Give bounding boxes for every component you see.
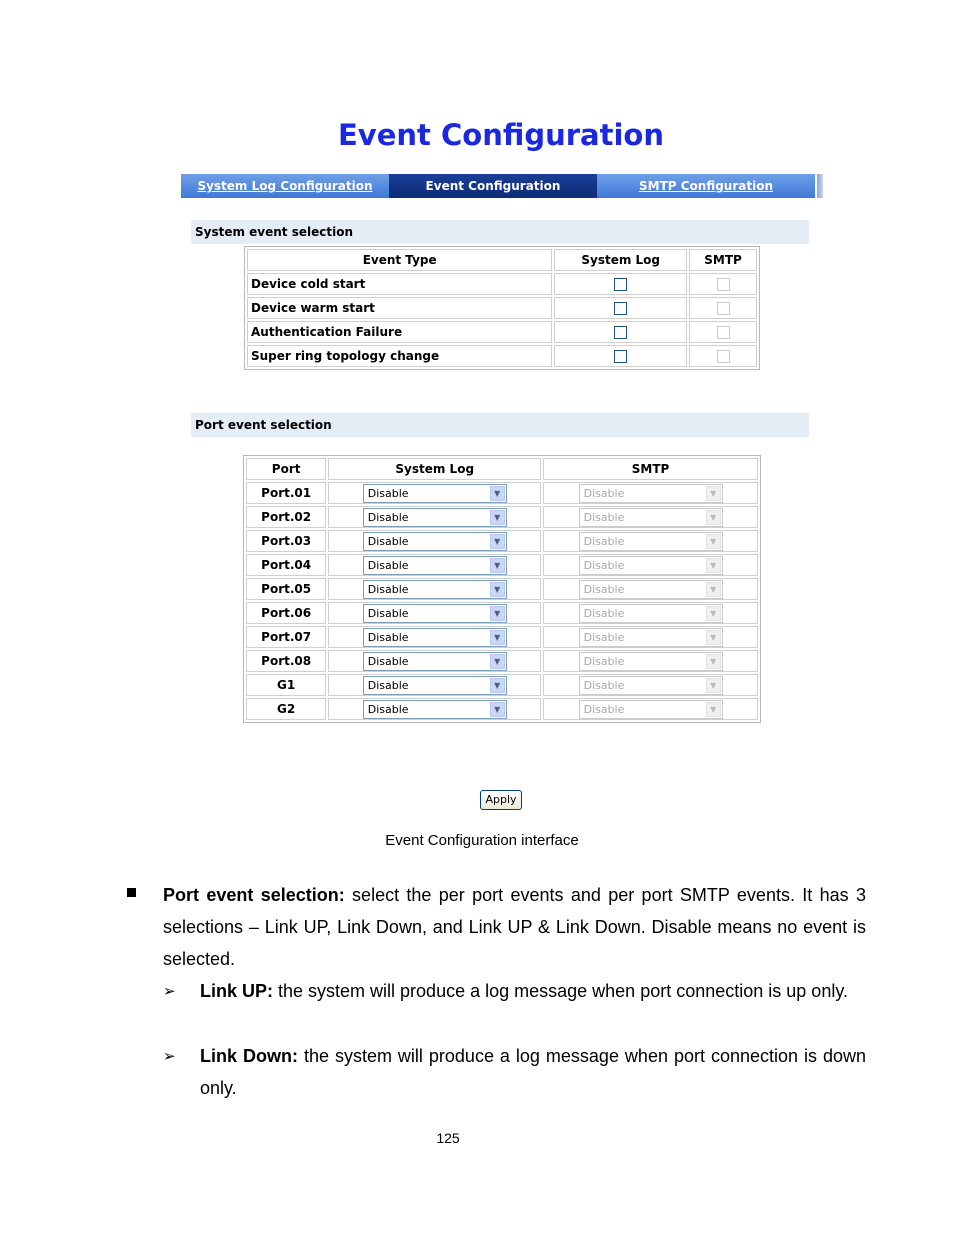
select-value: Disable (583, 558, 625, 572)
select-value: Disable (583, 654, 625, 668)
system-log-select[interactable] (363, 508, 507, 527)
smtp-select[interactable] (579, 676, 723, 695)
paragraph-term: Port event selection: (163, 885, 345, 905)
bullet-link-up (200, 975, 866, 1007)
system-log-select[interactable] (363, 676, 507, 695)
system-log-checkbox[interactable] (614, 326, 627, 339)
select-value: Disable (367, 510, 409, 524)
chevron-down-icon: ▼ (706, 606, 721, 621)
system-log-select[interactable] (363, 580, 507, 599)
select-value: Disable (583, 510, 625, 524)
select-value: Disable (367, 678, 409, 692)
system-log-checkbox[interactable] (614, 302, 627, 315)
chevron-down-icon: ▼ (706, 702, 721, 717)
system-event-table (244, 246, 760, 370)
port-event-table (243, 455, 761, 723)
select-value: Disable (367, 534, 409, 548)
select-value: Disable (367, 630, 409, 644)
table-header-row (246, 458, 758, 480)
system-log-select[interactable] (363, 700, 507, 719)
port-name-cell: Port.02 (246, 506, 326, 528)
arrow-bullet-icon: ➢ (163, 982, 176, 1000)
column-header-system-log: System Log (554, 249, 687, 271)
chevron-down-icon: ▼ (490, 678, 505, 693)
system-log-select[interactable] (363, 604, 507, 623)
chevron-down-icon: ▼ (706, 558, 721, 573)
port-name-cell: Port.05 (246, 578, 326, 600)
select-value: Disable (583, 486, 625, 500)
select-value: Disable (367, 558, 409, 572)
system-log-select[interactable] (363, 556, 507, 575)
table-row (247, 321, 757, 343)
smtp-select[interactable] (579, 700, 723, 719)
arrow-bullet-icon: ➢ (163, 1047, 176, 1065)
table-row (246, 554, 758, 576)
select-value: Disable (367, 702, 409, 716)
screenshot-panel (164, 112, 826, 824)
table-row (247, 297, 757, 319)
select-value: Disable (583, 702, 625, 716)
event-type-cell: Authentication Failure (247, 321, 552, 343)
smtp-checkbox[interactable] (717, 326, 730, 339)
smtp-select[interactable] (579, 652, 723, 671)
port-name-cell: G2 (246, 698, 326, 720)
select-value: Disable (367, 582, 409, 596)
table-row (246, 578, 758, 600)
column-header-smtp: SMTP (689, 249, 757, 271)
table-row (246, 602, 758, 624)
event-type-cell: Device warm start (247, 297, 552, 319)
select-value: Disable (367, 654, 409, 668)
column-header-port: Port (246, 458, 326, 480)
event-type-cell: Device cold start (247, 273, 552, 295)
select-value: Disable (583, 630, 625, 644)
table-row (246, 698, 758, 720)
bullet-link-down (200, 1040, 866, 1104)
select-value: Disable (583, 678, 625, 692)
select-value: Disable (583, 606, 625, 620)
select-value: Disable (367, 606, 409, 620)
tab-smtp-configuration[interactable]: SMTP Configuration (597, 174, 815, 198)
system-log-checkbox[interactable] (614, 350, 627, 363)
paragraph-text: select the per port events and per port SMTP events. It has 3 selections – Link UP, Link Down, and Link UP & Link Down. Disable means no event is selected. (163, 885, 866, 969)
chevron-down-icon: ▼ (706, 630, 721, 645)
chevron-down-icon: ▼ (490, 630, 505, 645)
chevron-down-icon: ▼ (490, 654, 505, 669)
column-header-smtp: SMTP (543, 458, 758, 480)
system-log-checkbox[interactable] (614, 278, 627, 291)
chevron-down-icon: ▼ (490, 702, 505, 717)
port-name-cell: Port.08 (246, 650, 326, 672)
smtp-select[interactable] (579, 628, 723, 647)
chevron-down-icon: ▼ (490, 534, 505, 549)
table-row (247, 273, 757, 295)
square-bullet-icon (127, 888, 136, 897)
port-name-cell: Port.06 (246, 602, 326, 624)
chevron-down-icon: ▼ (490, 558, 505, 573)
port-event-section-header: Port event selection (191, 413, 809, 437)
smtp-select[interactable] (579, 508, 723, 527)
port-name-cell: Port.03 (246, 530, 326, 552)
smtp-checkbox[interactable] (717, 350, 730, 363)
column-header-system-log: System Log (328, 458, 541, 480)
smtp-select[interactable] (579, 556, 723, 575)
tab-system-log-configuration[interactable]: System Log Configuration (181, 174, 389, 198)
event-type-cell: Super ring topology change (247, 345, 552, 367)
table-row (246, 650, 758, 672)
table-row (246, 530, 758, 552)
smtp-select[interactable] (579, 484, 723, 503)
bullet-text: the system will produce a log message when port connection is down only. (200, 1046, 866, 1098)
chevron-down-icon: ▼ (490, 582, 505, 597)
chevron-down-icon: ▼ (706, 678, 721, 693)
tab-bar-end (817, 174, 823, 198)
smtp-checkbox[interactable] (717, 278, 730, 291)
chevron-down-icon: ▼ (706, 582, 721, 597)
select-value: Disable (583, 534, 625, 548)
chevron-down-icon: ▼ (706, 534, 721, 549)
system-log-select[interactable] (363, 652, 507, 671)
table-row (246, 674, 758, 696)
apply-button[interactable]: Apply (480, 790, 522, 810)
chevron-down-icon: ▼ (490, 486, 505, 501)
table-row (246, 482, 758, 504)
table-row (246, 626, 758, 648)
system-event-section-header: System event selection (191, 220, 809, 244)
bullet-text: the system will produce a log message when port connection is up only. (273, 981, 848, 1001)
chevron-down-icon: ▼ (490, 510, 505, 525)
smtp-select[interactable] (579, 532, 723, 551)
figure-caption: Event Configuration interface (385, 832, 579, 849)
port-name-cell: Port.07 (246, 626, 326, 648)
chevron-down-icon: ▼ (706, 654, 721, 669)
chevron-down-icon: ▼ (490, 606, 505, 621)
port-name-cell: Port.04 (246, 554, 326, 576)
page-title: Event Configuration (338, 118, 664, 152)
smtp-select[interactable] (579, 604, 723, 623)
table-row (246, 506, 758, 528)
system-log-select[interactable] (363, 628, 507, 647)
port-name-cell: Port.01 (246, 482, 326, 504)
paragraph-port-event-selection (163, 879, 866, 975)
port-name-cell: G1 (246, 674, 326, 696)
smtp-select[interactable] (579, 580, 723, 599)
table-row (247, 345, 757, 367)
select-value: Disable (583, 582, 625, 596)
chevron-down-icon: ▼ (706, 486, 721, 501)
column-header-event-type: Event Type (247, 249, 552, 271)
system-log-select[interactable] (363, 484, 507, 503)
page-number: 125 (436, 1130, 460, 1146)
bullet-term: Link Down: (200, 1046, 298, 1066)
tab-bar (181, 174, 819, 198)
smtp-checkbox[interactable] (717, 302, 730, 315)
bullet-term: Link UP: (200, 981, 274, 1001)
system-log-select[interactable] (363, 532, 507, 551)
tab-event-configuration[interactable]: Event Configuration (389, 174, 597, 198)
select-value: Disable (367, 486, 409, 500)
table-header-row (247, 249, 757, 271)
chevron-down-icon: ▼ (706, 510, 721, 525)
